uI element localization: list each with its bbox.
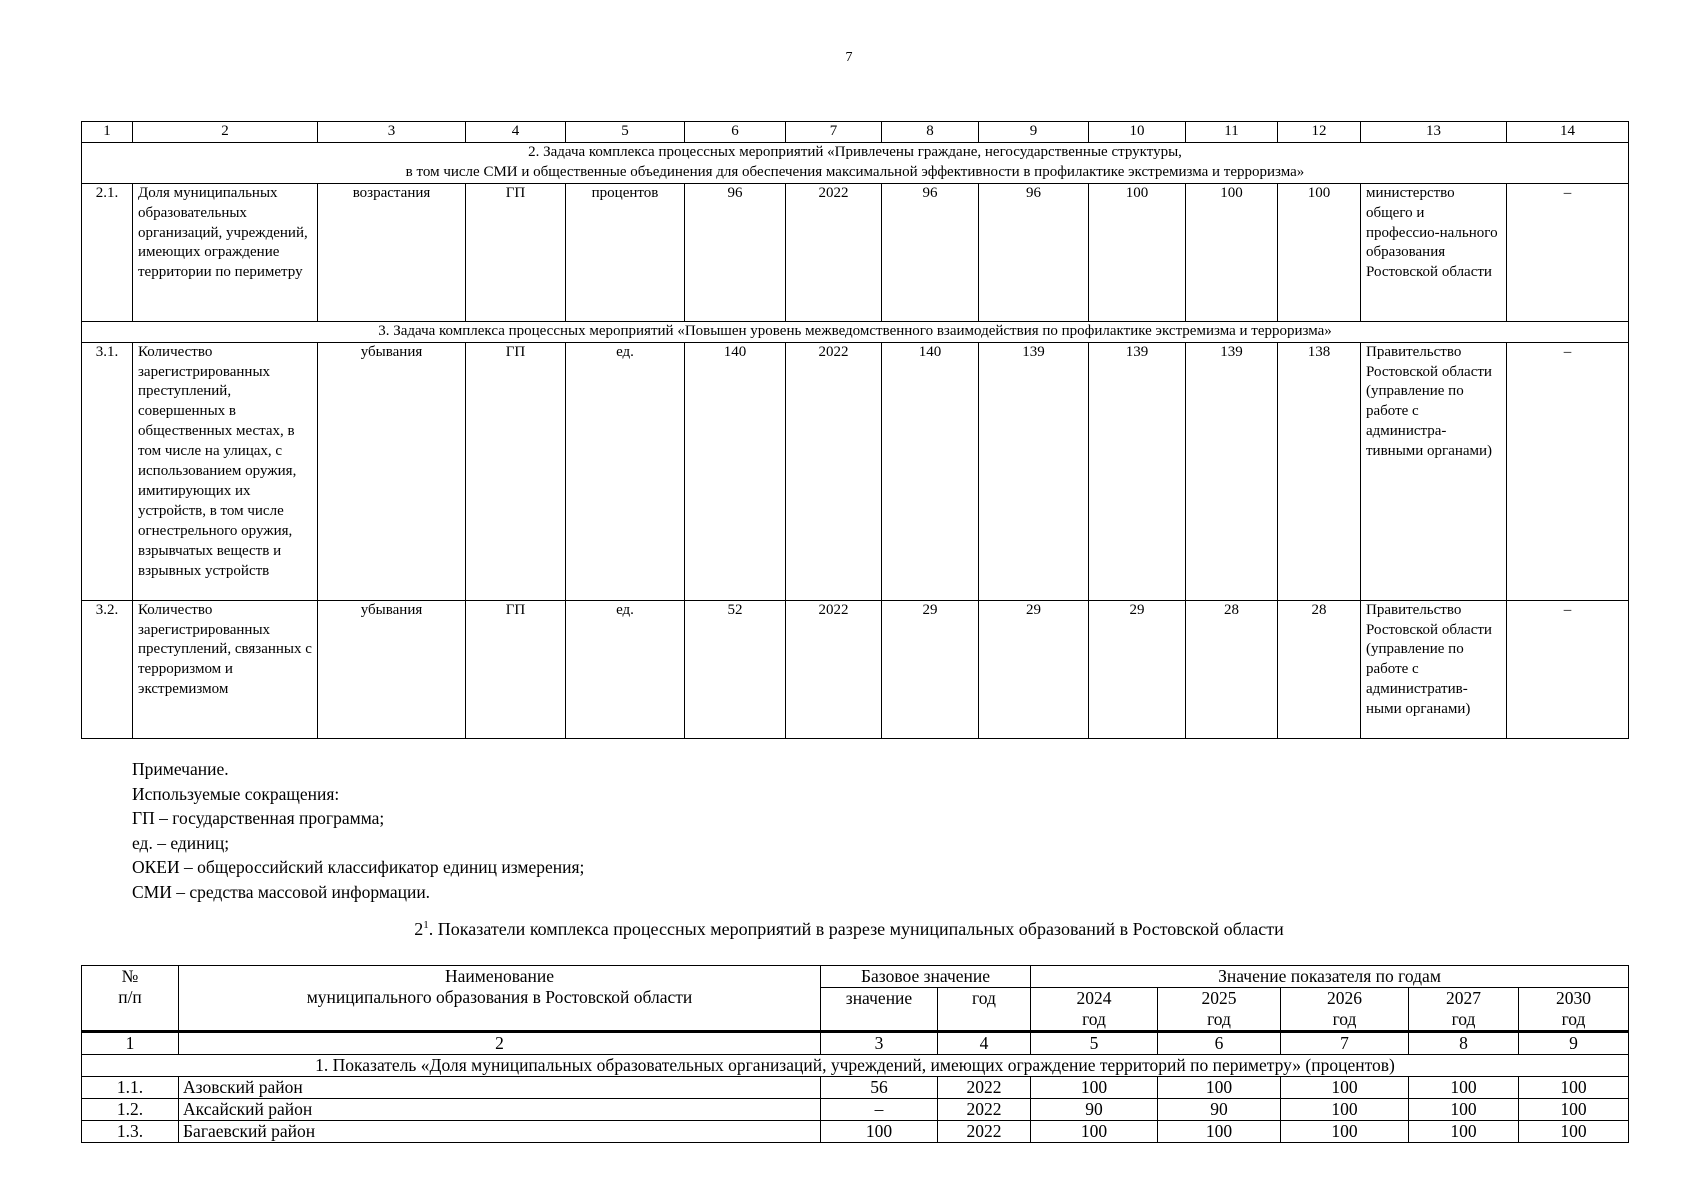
indicators-table [81,121,1629,739]
indicator-row [82,1055,1629,1077]
value-cell: 100 [1281,1121,1409,1143]
header-name [179,966,821,1032]
col-number: 14 [1507,122,1629,143]
value-cell: 100 [1089,183,1186,321]
value-cell: 100 [1186,183,1278,321]
value-cell: 140 [882,342,979,600]
section-row [82,321,1629,342]
base-value-cell: 100 [821,1121,938,1143]
heading-text: . Показатели комплекса процессных мероприятий в разрезе муниципальных образований в Ростовской области [428,919,1284,939]
unit-cell: процентов [566,183,685,321]
level-cell: ГП [466,600,566,738]
indicator-name: Доля муниципальных образовательных организаций, учреждений, имеющих ограждение территории по периметру [133,183,318,321]
year-suffix: год [1451,1009,1476,1029]
year-label: 2025 [1201,988,1237,1008]
column-numbers-row [82,1032,1629,1055]
col-number: 7 [1281,1032,1409,1055]
col-number: 9 [979,122,1089,143]
year-suffix: год [1207,1009,1231,1029]
section-title-line: 2. Задача комплекса процессных мероприятий «Привлечены граждане, негосударственные структуры, [528,143,1182,160]
year-suffix: год [1561,1009,1586,1029]
trend-cell: возрастания [318,183,466,321]
notes-block [132,757,584,904]
municipality-name: Азовский район [179,1077,821,1099]
header-year [1281,988,1409,1032]
abbreviation-item: ед. – единиц; [132,832,230,853]
header-year [1158,988,1281,1032]
header-row [82,966,1629,988]
value-cell: 100 [1158,1121,1281,1143]
year-suffix: год [1332,1009,1357,1029]
header-text: № [121,966,139,986]
value-cell: 100 [1519,1099,1629,1121]
value-cell: 29 [1089,600,1186,738]
value-cell: 28 [1278,600,1361,738]
row-number: 2.1. [82,183,133,321]
base-value-cell: 140 [685,342,786,600]
value-cell: 100 [1409,1077,1519,1099]
unit-cell: ед. [566,600,685,738]
col-number: 9 [1519,1032,1629,1055]
year-label: 2027 [1446,988,1482,1008]
table-row [82,600,1629,738]
value-cell: 96 [979,183,1089,321]
header-year [1409,988,1519,1032]
value-cell: 100 [1158,1077,1281,1099]
col-number: 6 [1158,1032,1281,1055]
abbreviations-heading: Используемые сокращения: [132,783,340,804]
value-cell: 29 [882,600,979,738]
col-number: 8 [1409,1032,1519,1055]
col-number: 2 [133,122,318,143]
value-cell: 139 [979,342,1089,600]
header-base-year: год [938,988,1031,1032]
year-label: 2026 [1327,988,1363,1008]
responsible-cell: Правительство Ростовской области (управление по работе с администра-тивными органами) [1361,342,1507,600]
col-number: 5 [1031,1032,1158,1055]
level-cell: ГП [466,183,566,321]
page-number: 7 [845,50,853,65]
municipality-name: Багаевский район [179,1121,821,1143]
col-number: 1 [82,122,133,143]
year-label: 2024 [1076,988,1112,1008]
value-cell: 100 [1281,1077,1409,1099]
header-text: п/п [118,987,142,1007]
heading-superscript: 1 [423,919,429,931]
table-row [82,1099,1629,1121]
abbreviation-item: ГП – государственная программа; [132,808,385,828]
section-title: 3. Задача комплекса процессных мероприятий «Повышен уровень межведомственного взаимодействия по профилактике экстремизма и терроризма» [82,321,1629,342]
abbreviation-item: СМИ – средства массовой информации. [132,881,431,902]
header-year [1031,988,1158,1032]
col-number: 12 [1278,122,1361,143]
value-cell: 100 [1519,1077,1629,1099]
header-text: муниципального образования в Ростовской области [306,987,693,1007]
value-cell: 139 [1186,342,1278,600]
heading-number: 2 [414,919,424,939]
trend-cell: убывания [318,342,466,600]
table-row [82,1121,1629,1143]
indicator-name: Количество зарегистрированных преступлений, совершенных в общественных местах, в том числе на улицах, с использованием оружия, имитирующих их устройств, в том числе огнестрельного оружия, взрывчатых веществ и взрывных устройств [133,342,318,600]
value-cell: 100 [1519,1121,1629,1143]
related-cell: – [1507,342,1629,600]
year-suffix: год [1082,1009,1106,1029]
header-text: Наименование [444,966,555,986]
col-number: 6 [685,122,786,143]
value-cell: 96 [882,183,979,321]
col-number: 11 [1186,122,1278,143]
municipal-indicators-table [81,965,1629,1143]
indicator-title: 1. Показатель «Доля муниципальных образовательных организаций, учреждений, имеющих ограждение территорий по периметру» (процентов) [82,1055,1629,1077]
col-number: 3 [318,122,466,143]
col-number: 4 [938,1032,1031,1055]
col-number: 2 [179,1032,821,1055]
related-cell: – [1507,600,1629,738]
responsible-cell: министерство общего и профессио-нального образования Ростовской области [1361,183,1507,321]
base-value-cell: 56 [821,1077,938,1099]
base-year-cell: 2022 [786,183,882,321]
row-number: 1.3. [82,1121,179,1143]
column-numbers-row [82,122,1629,143]
col-number: 10 [1089,122,1186,143]
col-number: 5 [566,122,685,143]
responsible-cell: Правительство Ростовской области (управление по работе с административ-ными органами) [1361,600,1507,738]
base-value-cell: – [821,1099,938,1121]
table-row [82,342,1629,600]
row-number: 3.1. [82,342,133,600]
base-year-cell: 2022 [938,1077,1031,1099]
value-cell: 90 [1158,1099,1281,1121]
abbreviation-item: ОКЕИ – общероссийский классификатор единиц измерения; [132,857,585,877]
value-cell: 28 [1186,600,1278,738]
header-num [82,966,179,1032]
header-base: Базовое значение [821,966,1031,988]
value-cell: 138 [1278,342,1361,600]
section-heading [0,919,1698,940]
value-cell: 90 [1031,1099,1158,1121]
value-cell: 100 [1031,1077,1158,1099]
value-cell: 100 [1281,1099,1409,1121]
table-row [82,1077,1629,1099]
row-number: 3.2. [82,600,133,738]
value-cell: 100 [1278,183,1361,321]
section-title-line: в том числе СМИ и общественные объединения для обеспечения максимальной эффективности в профилактике экстремизма и терроризма» [405,163,1305,180]
value-cell: 29 [979,600,1089,738]
col-number: 13 [1361,122,1507,143]
unit-cell: ед. [566,342,685,600]
section-row [82,142,1629,183]
col-number: 8 [882,122,979,143]
header-base-value: значение [821,988,938,1032]
municipality-name: Аксайский район [179,1099,821,1121]
table-row [82,183,1629,321]
trend-cell: убывания [318,600,466,738]
row-number: 1.1. [82,1077,179,1099]
col-number: 3 [821,1032,938,1055]
indicator-name: Количество зарегистрированных преступлений, связанных с терроризмом и экстремизмом [133,600,318,738]
base-value-cell: 96 [685,183,786,321]
col-number: 4 [466,122,566,143]
section-title [82,142,1629,183]
col-number: 1 [82,1032,179,1055]
value-cell: 100 [1031,1121,1158,1143]
base-value-cell: 52 [685,600,786,738]
year-label: 2030 [1556,988,1592,1008]
base-year-cell: 2022 [786,342,882,600]
row-number: 1.2. [82,1099,179,1121]
header-year [1519,988,1629,1032]
base-year-cell: 2022 [938,1099,1031,1121]
header-years: Значение показателя по годам [1031,966,1629,988]
level-cell: ГП [466,342,566,600]
notes-heading: Примечание. [132,759,229,779]
col-number: 7 [786,122,882,143]
base-year-cell: 2022 [786,600,882,738]
value-cell: 100 [1409,1121,1519,1143]
related-cell: – [1507,183,1629,321]
base-year-cell: 2022 [938,1121,1031,1143]
value-cell: 139 [1089,342,1186,600]
value-cell: 100 [1409,1099,1519,1121]
